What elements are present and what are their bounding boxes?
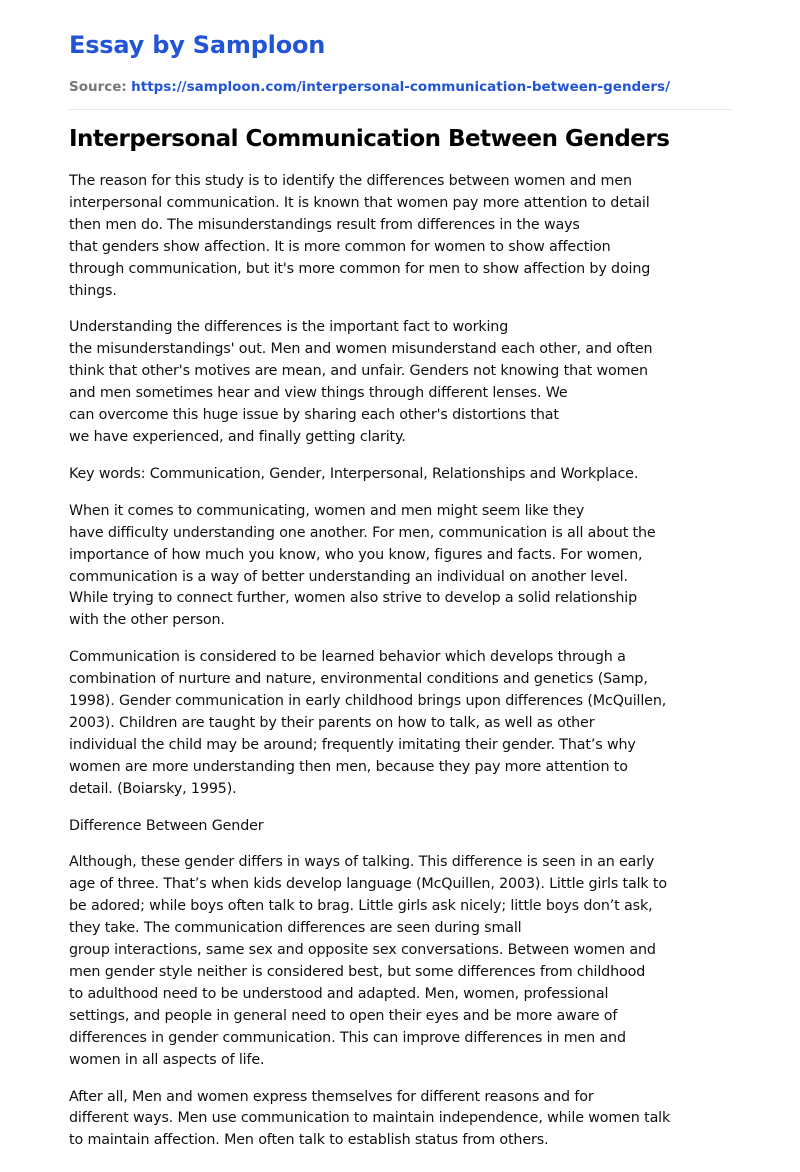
paragraph-line: we have experienced, and finally getting clarity. bbox=[69, 428, 406, 445]
article-paragraph bbox=[69, 464, 731, 486]
paragraph-line: women are more understanding then men, because they pay more attention to bbox=[69, 758, 628, 775]
article-paragraph bbox=[69, 816, 731, 838]
paragraph-line: Communication is considered to be learned behavior which develops through a bbox=[69, 649, 626, 666]
paragraph-line: that genders show affection. It is more common for women to show affection bbox=[69, 238, 611, 255]
article-paragraph bbox=[69, 501, 731, 632]
source-label: Source: bbox=[69, 79, 127, 95]
document-page bbox=[69, 0, 731, 1167]
paragraph-line: importance of how much you know, who you know, figures and facts. For women, bbox=[69, 546, 643, 563]
header-divider bbox=[69, 109, 731, 110]
source-link[interactable]: https://samploon.com/interpersonal-communication-between-genders/ bbox=[131, 79, 670, 95]
paragraph-line: Difference Between Gender bbox=[69, 817, 264, 834]
paragraph-line: men gender style neither is considered best, but some differences from childhood bbox=[69, 964, 646, 980]
paragraph-line: they take. The communication differences are seen during small bbox=[69, 920, 522, 937]
paragraph-line: 1998). Gender communication in early childhood brings upon differences (McQuillen, bbox=[69, 693, 667, 710]
paragraph-line: can overcome this huge issue by sharing each other's distortions that bbox=[69, 407, 559, 424]
article-paragraph bbox=[69, 1087, 731, 1153]
paragraph-line: through communication, but it's more common for men to show affection by doing bbox=[69, 260, 651, 277]
brand-logo[interactable]: Essay by Samploon bbox=[69, 31, 326, 59]
paragraph-line: to adulthood need to be understood and adapted. Men, women, professional bbox=[69, 985, 609, 1002]
article-body bbox=[69, 171, 731, 1152]
paragraph-line: to maintain affection. Men often talk to establish status from others. bbox=[69, 1132, 549, 1149]
paragraph-line: with the other person. bbox=[69, 612, 225, 629]
paragraph-line: detail. (Boiarsky, 1995). bbox=[69, 780, 237, 797]
paragraph-line: Although, these gender differs in ways of talking. This difference is seen in an early bbox=[69, 854, 655, 871]
paragraph-line: When it comes to communicating, women and men might seem like they bbox=[69, 502, 585, 519]
paragraph-line: Understanding the differences is the important fact to working bbox=[69, 319, 509, 336]
paragraph-line: the misunderstandings' out. Men and women misunderstand each other, and often bbox=[69, 341, 653, 358]
paragraph-line: things. bbox=[69, 282, 117, 299]
article-paragraph bbox=[69, 171, 731, 302]
source-line bbox=[69, 77, 731, 97]
paragraph-line: interpersonal communication. It is known that women pay more attention to detail bbox=[69, 194, 650, 211]
paragraph-line: individual the child may be around; frequently imitating their gender. That’s why bbox=[69, 736, 636, 753]
paragraph-line: then men do. The misunderstandings result from differences in the ways bbox=[69, 216, 580, 233]
paragraph-line: group interactions, same sex and opposite sex conversations. Between women and bbox=[69, 942, 656, 959]
article-title: Interpersonal Communication Between Genders bbox=[69, 126, 670, 152]
paragraph-line: communication is a way of better understanding an individual on another level. bbox=[69, 568, 628, 585]
paragraph-line: think that other's motives are mean, and unfair. Genders not knowing that women bbox=[69, 363, 648, 380]
paragraph-line: After all, Men and women express themselves for different reasons and for bbox=[69, 1088, 594, 1105]
paragraph-line: Key words: Communication, Gender, Interpersonal, Relationships and Workplace. bbox=[69, 465, 639, 482]
paragraph-line: While trying to connect further, women also strive to develop a solid relationship bbox=[69, 590, 638, 607]
paragraph-line: and men sometimes hear and view things through different lenses. We bbox=[69, 385, 568, 402]
paragraph-line: age of three. That’s when kids develop language (McQuillen, 2003). Little girls talk to bbox=[69, 876, 667, 893]
article-paragraph bbox=[69, 647, 731, 800]
paragraph-line: The reason for this study is to identify the differences between women and men bbox=[69, 173, 632, 189]
paragraph-line: 2003). Children are taught by their parents on how to talk, as well as other bbox=[69, 714, 595, 731]
paragraph-line: differences in gender communication. This can improve differences in men and bbox=[69, 1029, 626, 1046]
article-paragraph bbox=[69, 317, 731, 448]
article-paragraph bbox=[69, 852, 731, 1071]
paragraph-line: combination of nurture and nature, environmental conditions and genetics (Samp, bbox=[69, 671, 648, 688]
paragraph-line: women in all aspects of life. bbox=[69, 1051, 265, 1068]
paragraph-line: be adored; while boys often talk to brag. Little girls ask nicely; little boys don’t ask, bbox=[69, 898, 653, 915]
paragraph-line: have difficulty understanding one another. For men, communication is all about the bbox=[69, 524, 656, 541]
paragraph-line: different ways. Men use communication to maintain independence, while women talk bbox=[69, 1110, 671, 1127]
paragraph-line: settings, and people in general need to open their eyes and be more aware of bbox=[69, 1007, 618, 1024]
